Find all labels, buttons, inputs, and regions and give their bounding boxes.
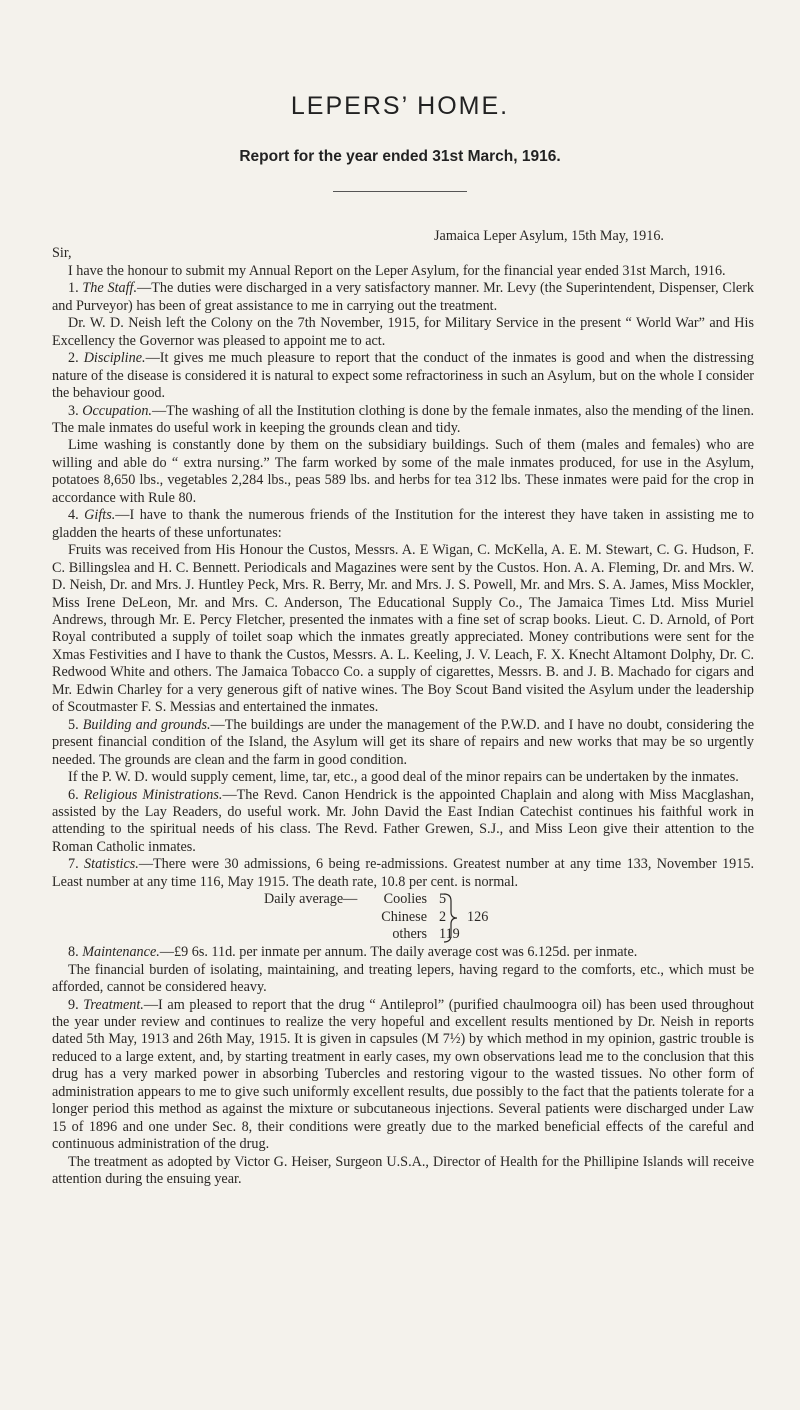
average-category: Chinese [381,908,427,925]
section-religious [52,787,754,857]
average-value: 5 [439,891,447,908]
section-text: —The washing of all the Institution clothing is done by the female inmates, also the mending of the linen. The male inmates do useful work in keeping the grounds clean and tidy. [52,402,755,436]
staff-paragraph-2: Dr. W. D. Neish left the Colony on the 7th November, 1915, for Military Service in the present “ World War” and His Excellency the Governor was pleased to appoint me to act. [52,315,754,349]
gifts-paragraph-2: Fruits was received from His Honour the Custos, Messrs. A. E Wigan, C. McKella, A. E. M. Stewart, C. G. Hudson, F. C. Billingslea and H. C. Bennett. Periodicals and Magazines were sent by the Custos. Hon. A. A. Fleming, Dr. and Mrs. W. D. Neish, Dr. and Mrs. J. Huntley Peck, Mrs. R. Berry, Mr. and Mrs. J. S. Powell, Mr. and Mrs. S. A. James, Miss Mockler, Miss Irene DeLeon, Mr. and Mrs. C. Anderson, The Educational Supply Co., The Jamaica Times Ltd. Miss Muriel Andrews, through Mr. E. Percy Fletcher, presented the inmates with a fine set of scrap books. Lieut. C. D. Arnold, of Port Royal contributed a supply of toilet soap which the inmates greatly appreciated. Money contributions were sent for the Xmas Festivities and I have to thank the Custos, Messrs. A. L. Keeling, J. V. Leach, F. X. Knecht Altamont Dolphy, Dr. C. Redwood White and others. The Jamaica Tobacco Co. a supply of cigarettes, Messrs. B. and J. B. Machado for cigars and Mr. Edwin Charley for a very generous gift of native wines. The Boy Scout Band visited the Asylum under the leadership of Scoutmaster F. S. Messias and entertained the inmates. [52,542,754,716]
section-title: Statistics. [84,856,139,873]
right-brace-icon [442,893,462,943]
section-statistics [52,856,754,891]
section-title: Treatment. [83,996,144,1013]
average-value: 119 [439,926,460,943]
occupation-paragraph-2: Lime washing is constantly done by them on the subsidiary buildings. Such of them (males and females) who are willing and able do “ extra nursing.” The farm worked by some of the male inmates produced, for use in the Asylum, potatoes 8,650 lbs., vegetables 2,284 lbs., peas 589 lbs. and herbs for tea 312 lbs. These inmates were paid for the crop in accordance with Rule 80. [52,437,754,506]
intro-paragraph: I have the honour to submit my Annual Report on the Leper Asylum, for the financial year ended 31st March, 1916. [68,262,726,279]
section-number: 7. [68,856,79,873]
section-text: —£9 6s. 11d. per inmate per annum. The daily average cost was 6.125d. per inmate. [159,944,638,961]
divider-rule [333,191,467,192]
section-text: —It gives me much pleasure to report that the conduct of the inmates is good and when the distressing nature of the disease is considered it is natural to expect some refractoriness in such an Asylum, but on the whole I consider the behaviour good. [52,350,754,402]
report-subtitle: Report for the year ended 31st March, 1916. [239,148,561,165]
average-value: 2 [439,908,447,925]
treatment-paragraph-2: The treatment as adopted by Victor G. Heiser, Surgeon U.S.A., Director of Health for the Phillipine Islands will receive attention during the ensuing year. [52,1153,754,1188]
average-category: Coolies [383,891,427,908]
section-title: The Staff. [82,280,138,297]
section-number: 2. [68,350,79,367]
section-text: —I have to thank the numerous friends of the Institution for the interest they have taken in assisting me to gladden the hearts of these unfortunates: [52,507,754,541]
section-text: —I am pleased to report that the drug “ Antileprol” (purified chaulmoogra oil) has been used throughout the year under review and continues to realize the very hopeful and excellent results mentioned by Dr. Neish in reports dated 5th May, 1913 and 26th May, 1915. It is given in capsules (M 7½) by which method in my opinion, gastric trouble is reduced to a large extent, and, by starting treatment in early cases, my own observations lead me to the conclusion that this drug has a very marked power in absorbing Tubercles and restoring vigour to the wasted tissues. No other form of administration appears to me to give such uniformly excellent results, due possibly to the fact that the patients tolerate for a longer period this method as against the mixture or subcutaneous injections. Several patients were discharged under Law 15 of 1896 and one under Sec. 8, their conditions were greatly due to the marked beneficial effects of the careful and continuous administration of the drug. [52,996,754,1153]
maintenance-paragraph-2: The financial burden of isolating, maintaining, and treating lepers, having regard to the comforts, etc., which must be afforded, cannot be considered heavy. [52,961,754,996]
daily-average-table [52,891,754,944]
salutation: Sir, [52,245,72,262]
section-number: 9. [68,996,79,1013]
section-number: 1. [68,280,79,297]
section-title: Religious Ministrations. [83,786,223,803]
average-category: others [392,926,427,943]
section-text: —The duties were discharged in a very satisfactory manner. Mr. Levy (the Superintendent, Dispenser, Clerk and Purveyor) has been of great assistance to me in carrying out the treatment. [52,280,755,314]
report-body [52,228,754,1189]
section-title: Building and grounds. [82,716,211,733]
section-number: 8. [68,944,79,961]
buildings-paragraph-2: If the P. W. D. would supply cement, lime, tar, etc., a good deal of the minor repairs can be undertaken by the inmates. [68,769,739,786]
section-treatment [52,997,754,1154]
section-gifts [52,507,754,542]
section-number: 4. [68,507,79,524]
section-title: Discipline. [83,350,146,367]
section-title: Occupation. [82,402,152,419]
place-date: Jamaica Leper Asylum, 15th May, 1916. [434,228,664,244]
daily-average-label: Daily average— [264,891,358,908]
section-text: —The Revd. Canon Hendrick is the appointed Chaplain and along with Miss Macglashan, assisted by the Lay Readers, do useful work. Mr. John David the East Indian Catechist continues his faithful work in attending to the spiritual needs of his class. The Revd. Father Grewen, S.J., and Miss Leon give their attention to the Roman Catholic inmates. [52,786,755,855]
daily-average-total: 126 [467,908,489,925]
document-title: LEPERS’ HOME. [290,92,510,120]
section-number: 5. [68,716,79,733]
section-buildings [52,717,754,769]
section-number: 6. [68,786,79,803]
section-discipline [52,350,754,402]
section-occupation [52,403,754,438]
section-title: Gifts. [84,507,116,524]
section-maintenance [52,944,754,961]
section-staff [52,280,754,315]
section-text: —The buildings are under the management of the P.W.D. and I have no doubt, considering the present financial condition of the Island, the Asylum will get its share of repairs and new works that may be so urgently needed. The grounds are clean and the farm in good condition. [52,716,754,768]
section-title: Maintenance. [82,944,160,961]
section-text: —There were 30 admissions, 6 being re-admissions. Greatest number at any time 133, November 1915. Least number at any time 116, May 1915. The death rate, 10.8 per cent. is normal. [52,856,754,890]
section-number: 3. [68,402,79,419]
